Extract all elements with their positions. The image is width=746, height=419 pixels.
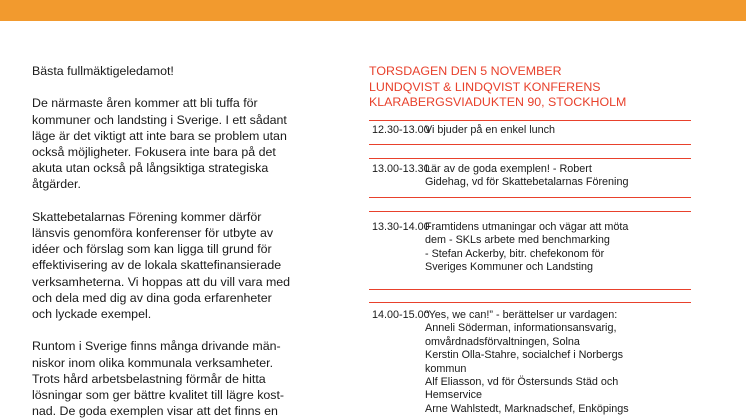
letter-line: läge är det viktigt att inte bara se problem utan	[32, 128, 287, 143]
slot-description	[425, 221, 695, 275]
letter-line: nad. De goda exemplen visar att det finns en	[32, 404, 278, 419]
slot-line: Arne Wahlstedt, Marknadschef, Enköpings	[425, 402, 629, 415]
letter-line: lösningar som ger bättre kvalitet till lägre kost-	[32, 388, 285, 403]
letter-line: också möjligheter. Fokusera inte bara på det	[32, 145, 276, 159]
slot-line: Gidehag, vd för Skattebetalarnas Förening	[425, 176, 629, 189]
letter-paragraph-1	[32, 95, 312, 192]
letter-line: effektivisering av de lokala skattefinansierade	[32, 258, 282, 273]
slot-time: 14.00-15.00	[372, 309, 430, 321]
letter-line: Skattebetalarnas Förening kommer därför	[32, 209, 262, 224]
event-venue: LUNDQVIST & LINDQVIST KONFERENS	[369, 79, 601, 94]
letter-paragraph-2	[32, 209, 312, 322]
letter-body	[32, 63, 312, 419]
letter-paragraph-3	[32, 338, 312, 419]
slot-description	[425, 163, 695, 190]
letter-line: åtgärder.	[32, 177, 81, 192]
slot-description	[425, 309, 695, 416]
letter-line: idéer och förslag som kan ligga till grund för	[32, 242, 272, 257]
slot-line: Lär av de goda exemplen! - Robert	[425, 163, 592, 175]
slot-line: Anneli Söderman, informationsansvarig,	[425, 322, 617, 335]
letter-line: Runtom i Sverige finns många drivande män-	[32, 339, 281, 354]
slot-line: Sveriges Kommuner och Landsting	[425, 261, 594, 274]
letter-line: kommuner och landsting i Sverige. I ett sådant	[32, 112, 287, 127]
slot-line: Alf Eliasson, vd för Östersunds Städ och	[425, 376, 619, 389]
letter-line: niskor inom olika kommunala verksamheter.	[32, 355, 274, 370]
letter-line: De närmaste åren kommer att bli tuffa för	[32, 96, 258, 111]
slot-line: Kerstin Olla-Stahre, socialchef i Norbergs	[425, 349, 624, 362]
slot-time: 13.00-13.30	[372, 163, 430, 175]
schedule-rule	[369, 158, 691, 159]
slot-line: dem - SKLs arbete med benchmarking	[425, 234, 610, 247]
slot-line: Vi bjuder på en enkel lunch	[425, 124, 556, 136]
letter-line: akuta utan också på långsiktiga strategiska	[32, 161, 269, 176]
letter-line: Trots hård arbetsbelastning förmår de hitta	[32, 371, 266, 386]
event-date: TORSDAGEN DEN 5 NOVEMBER	[369, 64, 562, 78]
letter-greeting: Bästa fullmäktigeledamot!	[32, 64, 174, 78]
event-heading	[369, 64, 729, 111]
schedule-rule	[369, 144, 691, 145]
slot-time: 12.30-13.00	[372, 124, 430, 136]
schedule-rule	[369, 197, 691, 198]
letter-line: länsvis genomföra konferenser för utbyte av	[32, 226, 274, 240]
schedule-rule	[369, 211, 691, 212]
letter-line: och lyckade exempel.	[32, 307, 152, 322]
slot-line: - Stefan Ackerby, bitr. chefekonom för	[425, 247, 605, 260]
schedule-rule	[369, 289, 691, 290]
slot-line: omvårdnadsförvaltningen, Solna	[425, 335, 580, 348]
top-accent-band	[0, 0, 746, 21]
slot-time: 13.30-14.00	[372, 221, 430, 233]
slot-line: “Yes, we can!” - berättelser ur vardagen:	[425, 309, 618, 321]
letter-line: verksamheterna. Vi hoppas att du vill vara med	[32, 274, 291, 289]
slot-description	[425, 124, 695, 137]
slot-line: Framtidens utmaningar och vägar att möta	[425, 221, 629, 233]
letter-line: och dela med dig av dina goda erfarenheter	[32, 290, 272, 305]
schedule-rule	[369, 302, 691, 303]
event-address: KLARABERGSVIADUKTEN 90, STOCKHOLM	[369, 95, 627, 109]
schedule-rule	[369, 120, 691, 121]
slot-line: kommun	[425, 362, 467, 375]
slot-line: Hemservice	[425, 389, 482, 402]
